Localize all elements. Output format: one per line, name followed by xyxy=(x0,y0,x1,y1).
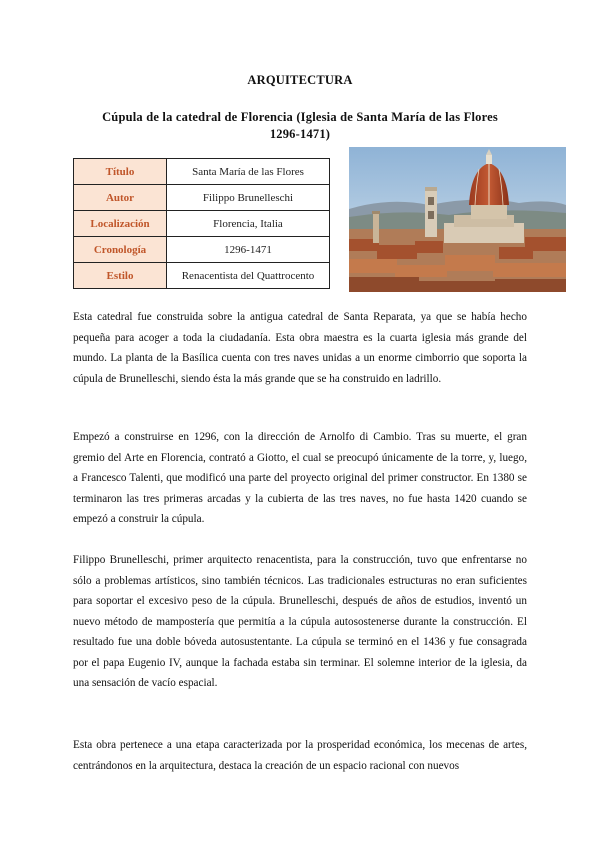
table-label: Autor xyxy=(74,185,167,211)
paragraph: Esta obra pertenece a una etapa caracterizada por la prosperidad económica, los mecenas de artes, centrándonos en la arquitectura, destaca la creación de un espacio racional con nuevos xyxy=(73,739,527,772)
table-row xyxy=(74,237,330,263)
table-label: Estilo xyxy=(74,263,167,289)
table-label: Cronología xyxy=(74,237,167,263)
info-table xyxy=(73,158,330,289)
cathedral-photo xyxy=(349,147,566,292)
table-value: Renacentista del Quattrocento xyxy=(167,263,330,289)
paragraph: Empezó a construirse en 1296, con la dirección de Arnolfo di Cambio. Tras su muerte, el gran gremio del Arte en Florencia, contrató a Giotto, el cual se preocupó únicamente de la torre, y, luego, a Francesco Talenti, que modificó una parte del proyecto original del primer constructor. En 1380 se terminaron las tres primeras arcadas y la cubierta de las tres naves, no fue hasta 1420 cuando se empezó a construir la cúpula. xyxy=(73,431,527,525)
table-label: Título xyxy=(74,159,167,185)
table-row xyxy=(74,185,330,211)
table-row xyxy=(74,263,330,289)
table-value: 1296-1471 xyxy=(167,237,330,263)
table-value: Florencia, Italia xyxy=(167,211,330,237)
paragraph: Esta catedral fue construida sobre la antigua catedral de Santa Reparata, ya que se había hecho pequeña para acoger a toda la ciudadanía. Esta obra maestra es la cuarta iglesia más grande del mundo. La planta de la Basílica cuenta con tres naves unidas a un enorme cimborrio que soporta la cúpula de Brunelleschi, siendo ésta la más grande que se ha construido en ladrillo. xyxy=(73,311,527,385)
paragraph: Filippo Brunelleschi, primer arquitecto renacentista, para la construcción, tuvo que enfrentarse no sólo a problemas artísticos, sino también técnicos. Las tradicionales estructuras no eran suficientes para soportar el excesivo peso de la cúpula. Brunelleschi, después de años de estudios, inventó un nuevo método de mampostería que permitía a la cúpula autosostenerse durante la construcción. El resultado fue una doble bóveda autosustentante. La cúpula se terminó en el 1436 y fue consagrada por el papa Eugenio IV, aunque la fachada estaba sin terminar. El solemne interior de la iglesia, da una sensación de vacío espacial. xyxy=(73,554,527,689)
table-row xyxy=(74,159,330,185)
table-row xyxy=(74,211,330,237)
table-value: Filippo Brunelleschi xyxy=(167,185,330,211)
table-value: Santa María de las Flores xyxy=(167,159,330,185)
table-label: Localización xyxy=(74,211,167,237)
document-title: ARQUITECTURA xyxy=(247,73,353,87)
document-subtitle: Cúpula de la catedral de Florencia (Iglesia de Santa María de las Flores xyxy=(102,110,498,124)
document-subtitle-dates: 1296-1471) xyxy=(269,127,331,141)
